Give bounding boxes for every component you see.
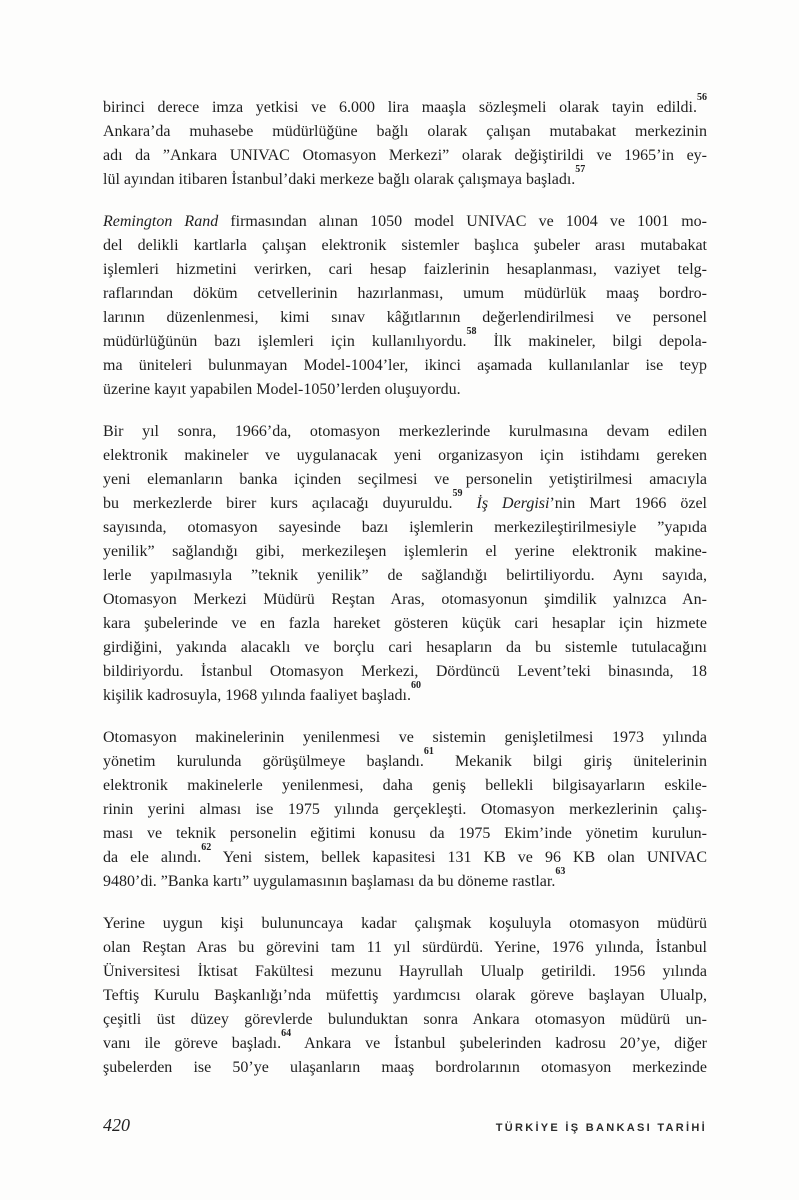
text-run: larının düzenlenmesi, kimi sınav kâğıtlarının değerlendirilmesi ve personel xyxy=(103,309,707,326)
text-line xyxy=(103,912,707,936)
text-run: firmasından alınan 1050 model UNIVAC ve 1004 ve 1001 mo- xyxy=(218,213,708,230)
text-line xyxy=(103,444,707,468)
text-run: bildiriyordu. İstanbul Otomasyon Merkezi, Dördüncü Levent’teki binasında, 18 xyxy=(103,663,707,680)
text-line xyxy=(103,354,707,378)
text-run: raflarından döküm cetvellerinin hazırlanması, umum müdürlük maaş bordro- xyxy=(103,285,707,302)
text-line xyxy=(103,325,707,354)
text-line xyxy=(103,564,707,588)
footnote-ref: 56 xyxy=(697,91,707,103)
text-run: Yeni sistem, bellek kapasitesi 131 KB ve 96 KB olan UNIVAC xyxy=(211,849,707,866)
text-run: ma üniteleri bulunmayan Model-1004’ler, ikinci aşamada kullanılanlar ise teyp xyxy=(103,357,707,374)
footnote-ref: 62 xyxy=(201,841,212,853)
text-run: kara şubelerinde ve en fazla hareket gösteren küçük cari hesaplar için hizmete xyxy=(103,615,707,632)
text-run: girdiğini, yakında alacaklı ve borçlu cari hesapların da bu sistemle tutulacağını xyxy=(103,639,707,656)
text-line xyxy=(103,468,707,492)
text-run: elektronik makinelerle yenilenmesi, daha geniş bellekli bilgisayarların eskile- xyxy=(103,777,707,794)
text-run: Yerine uygun kişi bulununcaya kadar çalışmak koşuluyla otomasyon müdürü xyxy=(103,915,707,932)
text-line xyxy=(103,306,707,330)
text-run: çeşitli üst düzey görevlerde bulunduktan sonra Ankara otomasyon müdürü un- xyxy=(103,1011,707,1028)
text-line xyxy=(103,516,707,540)
text-line xyxy=(103,636,707,660)
text-run: üzerine kayıt yapabilen Model-1050’lerden oluşuyordu. xyxy=(103,381,461,398)
text-run: şubelerden ise 50’ye ulaşanların maaş bordrolarının otomasyon merkezinde xyxy=(103,1059,707,1076)
text-run: del delikli kartlarla çalışan elektronik sistemler başlıca şubeler arası mutabakat xyxy=(103,237,707,254)
text-line xyxy=(103,420,707,444)
text-line xyxy=(103,841,707,870)
footnote-ref: 57 xyxy=(575,163,586,175)
text-run: ması ve teknik personelin eğitimi konusu da 1975 Ekim’inde yönetim kurulun- xyxy=(103,825,707,842)
text-run: da ele alındı. xyxy=(103,849,202,866)
text-line xyxy=(103,936,707,960)
text-column xyxy=(103,91,708,1098)
paragraph xyxy=(103,726,707,894)
text-run: adı da ”Ankara UNIVAC Otomasyon Merkezi” olarak değiştirildi ve 1965’in ey- xyxy=(103,147,707,164)
text-run: Mekanik bilgi giriş ünitelerinin xyxy=(433,753,707,770)
text-line xyxy=(103,163,707,192)
text-run: İlk makineler, bilgi depola- xyxy=(476,333,707,350)
text-run: yönetim kurulunda görüşülmeye başlandı. xyxy=(103,753,424,770)
text-run: kişilik kadrosuyla, 1968 yılında faaliyet başladı. xyxy=(103,687,411,704)
italic-text-run: Remington Rand xyxy=(103,213,219,230)
text-line xyxy=(103,679,707,708)
text-line xyxy=(103,234,707,258)
footnote-ref: 60 xyxy=(410,679,421,691)
text-line xyxy=(103,91,707,120)
text-line xyxy=(103,612,707,636)
text-run: müdürlüğünün bazı işlemleri için kullanılıyordu. xyxy=(103,333,467,350)
text-run: lül ayından itibaren İstanbul’daki merkeze bağlı olarak çalışmaya başladı. xyxy=(103,171,576,188)
text-run xyxy=(462,495,476,512)
text-run: bu merkezlerde birer kurs açılacağı duyuruldu. xyxy=(103,495,453,512)
text-line xyxy=(103,822,707,846)
text-run: 9480’di. ”Banka kartı” uygulamasının başlaması da bu döneme rastlar. xyxy=(103,873,556,890)
text-line xyxy=(103,258,707,282)
running-title: TÜRKİYE İŞ BANKASI TARİHİ xyxy=(495,1122,707,1134)
text-line xyxy=(103,487,707,516)
italic-text-run: İş Dergisi xyxy=(476,495,550,512)
text-line xyxy=(103,960,707,984)
text-line xyxy=(103,865,707,894)
text-line xyxy=(103,210,707,234)
text-run: ’nin Mart 1966 özel xyxy=(549,495,707,512)
text-run: vanı ile göreve başladı. xyxy=(103,1035,282,1052)
text-line xyxy=(103,378,707,402)
footnote-ref: 61 xyxy=(423,745,434,757)
page-number: 420 xyxy=(103,1115,130,1135)
text-line xyxy=(103,1027,708,1056)
text-run: olan Reştan Aras bu görevini tam 11 yıl sürdürdü. Yerine, 1976 yılında, İstanbul xyxy=(103,939,707,956)
text-line xyxy=(103,1056,707,1080)
text-run: rinin yerini alması ise 1975 yılında gerçekleşti. Otomasyon merkezlerinin çalış- xyxy=(103,801,707,818)
text-run: sayısında, otomasyon sayesinde bazı işlemlerin merkezileştirilmesiyle ”yapıda xyxy=(103,519,707,536)
text-run: yeni elemanların banka içinden seçilmesi ve personelin yetiştirilmesi amacıyla xyxy=(103,471,707,488)
page-footer xyxy=(103,1115,707,1136)
text-run: yenilik” sağlandığı gibi, merkezileşen işlemlerin el yerine elektronik makine- xyxy=(103,543,707,560)
text-line xyxy=(103,144,707,168)
footnote-ref: 59 xyxy=(452,487,463,499)
text-line xyxy=(103,660,707,684)
paragraph xyxy=(103,91,707,192)
text-line xyxy=(103,774,707,798)
text-run: Otomasyon makinelerinin yenilenmesi ve sistemin genişletilmesi 1973 yılında xyxy=(103,729,707,746)
paragraph xyxy=(103,420,707,708)
text-run: elektronik makineler ve uygulanacak yeni organizasyon için istihdamı gereken xyxy=(103,447,707,464)
text-run: Ankara ve İstanbul şubelerinden kadrosu 20’ye, diğer xyxy=(291,1035,708,1052)
text-line xyxy=(103,120,707,144)
paragraph xyxy=(103,210,707,402)
text-line xyxy=(103,588,707,612)
text-run: Üniversitesi İktisat Fakültesi mezunu Hayrullah Ulualp getirildi. 1956 yılında xyxy=(103,963,707,980)
footnote-ref: 58 xyxy=(466,325,477,337)
text-line xyxy=(103,726,707,750)
text-run: Otomasyon Merkezi Müdürü Reştan Aras, otomasyonun şimdilik yalnızca An- xyxy=(103,591,707,608)
text-line xyxy=(103,540,707,564)
text-run: Teftiş Kurulu Başkanlığı’nda müfettiş yardımcısı olarak göreve başlayan Ulualp, xyxy=(103,987,707,1004)
text-run: Ankara’da muhasebe müdürlüğüne bağlı olarak çalışan mutabakat merkezinin xyxy=(103,123,707,140)
footnote-ref: 64 xyxy=(281,1027,292,1039)
text-run: Bir yıl sonra, 1966’da, otomasyon merkezlerinde kurulmasına devam edilen xyxy=(103,423,707,440)
text-line xyxy=(103,798,707,822)
text-line xyxy=(103,282,707,306)
paragraph xyxy=(103,912,707,1080)
text-line xyxy=(103,984,707,1008)
text-line xyxy=(103,745,707,774)
text-run: lerle yapılmasıyla ”teknik yenilik” de sağlandığı belirtiliyordu. Aynı sayıda, xyxy=(103,567,707,584)
text-run: işlemleri hizmetini verirken, cari hesap faizlerinin hesaplanması, vaziyet telg- xyxy=(103,261,707,278)
text-line xyxy=(103,1008,707,1032)
text-run: birinci derece imza yetkisi ve 6.000 lira maaşla sözleşmeli olarak tayin edildi. xyxy=(103,99,697,116)
footnote-ref: 63 xyxy=(555,865,566,877)
